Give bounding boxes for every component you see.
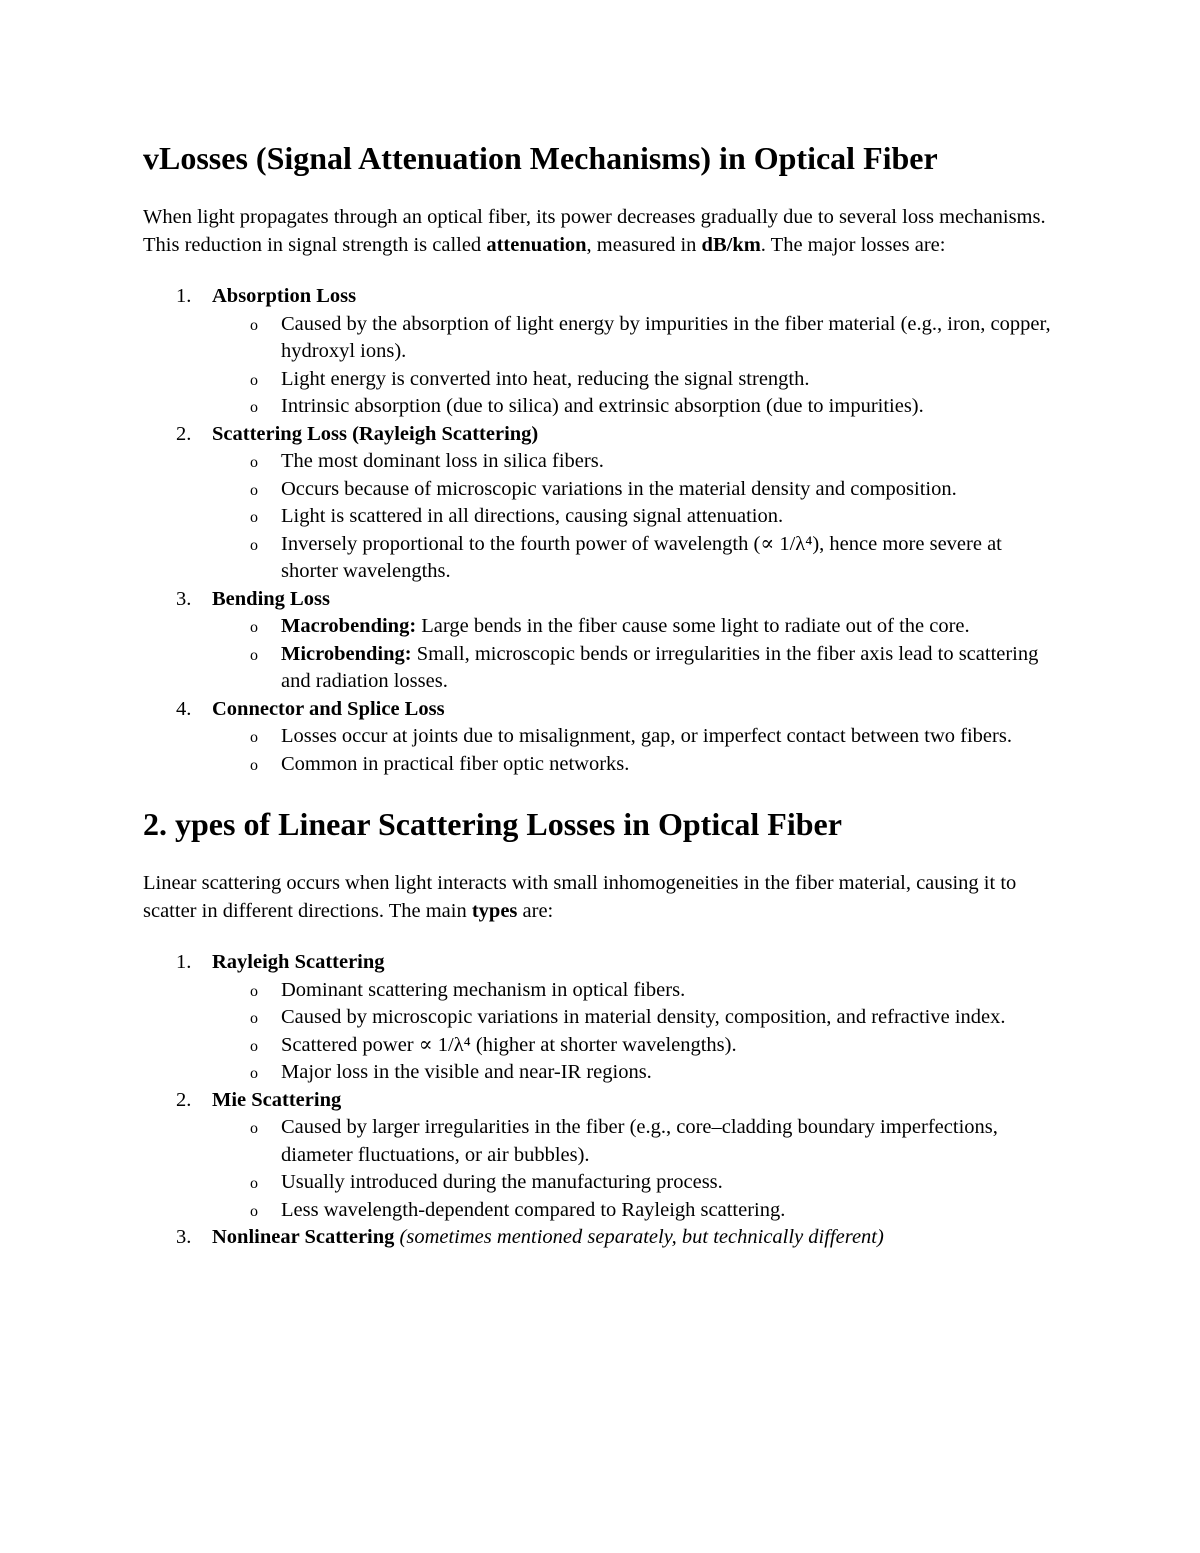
item-title: Nonlinear Scattering (212, 1226, 395, 1248)
item-number: 3. (176, 1226, 192, 1248)
sub-list-item (212, 531, 1063, 586)
item-title: Connector and Splice Loss (212, 697, 445, 720)
sub-list (212, 977, 1063, 1087)
scattering-types-list (143, 949, 1063, 1252)
bullet-icon: o (250, 536, 258, 554)
bullet-text: Less wavelength-dependent compared to Rayleigh scattering. (281, 1198, 786, 1221)
item-number: 2. (176, 422, 192, 445)
item-number: 1. (176, 285, 192, 307)
bullet-icon: o (250, 1065, 258, 1082)
bullet-text: The most dominant loss in silica fibers. (281, 450, 604, 472)
losses-list (143, 283, 1063, 778)
sub-list (212, 311, 1063, 421)
bullet-icon: o (250, 646, 258, 664)
sub-list-item (212, 613, 1063, 641)
list-item (143, 949, 1063, 1087)
sub-list-item (212, 311, 1063, 366)
sub-list-item (212, 641, 1063, 696)
bullet-icon: o (250, 756, 258, 774)
bullet-icon: o (250, 619, 258, 636)
bullet-text: Losses occur at joints due to misalignment, gap, or imperfect contact between two fibers. (281, 725, 1012, 747)
sub-list-item (212, 1032, 1063, 1060)
bullet-icon: o (250, 729, 258, 746)
sub-list-item (212, 503, 1063, 531)
intro-text: . The major losses are: (760, 233, 946, 256)
sub-list-item (212, 1169, 1063, 1197)
bullet-text: Caused by larger irregularities in the fiber (e.g., core–cladding boundary imperfections, diameter fluctuations, or air bubbles). (281, 1116, 998, 1166)
intro-text: are: (517, 899, 554, 922)
intro-bold-term: types (471, 899, 518, 922)
intro-text: When light propagates through an optical fiber, its power decreases gradually due to several loss mechanisms. This reduction in signal strength is called (143, 206, 1046, 256)
bullet-text: Common in practical fiber optic networks. (281, 752, 630, 775)
list-item (143, 283, 1063, 421)
section-2-heading: 2. ypes of Linear Scattering Losses in Optical Fiber (143, 806, 842, 842)
item-title: Bending Loss (212, 587, 330, 610)
sub-list (212, 1114, 1063, 1224)
list-item (143, 421, 1063, 586)
item-number: 4. (176, 697, 192, 720)
sub-list-item (212, 723, 1063, 751)
item-number: 2. (176, 1088, 192, 1111)
list-item (143, 696, 1063, 779)
bullet-text: Light energy is converted into heat, reducing the signal strength. (281, 367, 810, 390)
bullet-icon: o (250, 982, 258, 1000)
bullet-text: Caused by the absorption of light energy by impurities in the fiber material (e.g., iron, copper, hydroxyl ions). (281, 312, 1051, 362)
bullet-icon: o (250, 1037, 258, 1055)
bullet-text: Occurs because of microscopic variations in the material density and composition. (281, 477, 957, 500)
item-title: Scattering Loss (Rayleigh Scattering) (212, 422, 539, 445)
section-1-intro (143, 204, 1063, 259)
intro-bold-term: attenuation (486, 233, 587, 256)
sub-list-item (212, 476, 1063, 504)
bullet-text: Dominant scattering mechanism in optical fibers. (281, 978, 686, 1001)
sub-list-item (212, 751, 1063, 779)
bullet-icon: o (250, 1120, 258, 1137)
sub-list-item (212, 448, 1063, 476)
intro-bold-unit: dB/km (701, 233, 761, 256)
bullet-text: Light is scattered in all directions, causing signal attenuation. (281, 505, 784, 527)
document-body (143, 138, 1063, 1252)
item-number: 1. (176, 951, 192, 973)
item-title: Absorption Loss (212, 285, 357, 307)
bullet-icon: o (250, 481, 258, 499)
bullet-text: Intrinsic absorption (due to silica) and extrinsic absorption (due to impurities). (281, 395, 924, 417)
bullet-icon: o (250, 399, 258, 416)
bullet-icon: o (250, 316, 258, 334)
intro-text: , measured in (586, 233, 702, 256)
sub-list-item (212, 1114, 1063, 1169)
bullet-text: Large bends in the fiber cause some light to radiate out of the core. (416, 615, 970, 637)
list-item (143, 586, 1063, 696)
sub-list (212, 613, 1063, 696)
item-title: Mie Scattering (212, 1088, 342, 1111)
bullet-icon: o (250, 509, 258, 526)
bullet-text: Scattered power ∝ 1/λ⁴ (higher at shorter wavelengths). (281, 1033, 737, 1056)
bullet-text: Usually introduced during the manufacturing process. (281, 1171, 723, 1193)
list-item (143, 1224, 1063, 1252)
sub-list (212, 448, 1063, 586)
sub-list-item (212, 1004, 1063, 1032)
section-2-intro (143, 870, 1063, 925)
bullet-icon: o (250, 454, 258, 471)
sub-list-item (212, 977, 1063, 1005)
intro-text: Linear scattering occurs when light interacts with small inhomogeneities in the fiber material, causing it to scatter in different directions. The main (143, 872, 1017, 922)
bullet-text: Caused by microscopic variations in material density, composition, and refractive index. (281, 1006, 1006, 1028)
bullet-bold-term: Macrobending: (281, 615, 417, 637)
sub-list-item (212, 366, 1063, 394)
sub-list-item (212, 1197, 1063, 1225)
bullet-icon: o (250, 1175, 258, 1192)
bullet-icon: o (250, 1010, 258, 1027)
sub-list (212, 723, 1063, 778)
bullet-text: Major loss in the visible and near-IR regions. (281, 1061, 652, 1083)
bullet-text: Small, microscopic bends or irregularities in the fiber axis lead to scattering and radiation losses. (281, 642, 1039, 692)
bullet-text: Inversely proportional to the fourth power of wavelength (∝ 1/λ⁴), hence more severe at shorter wavelengths. (281, 532, 1002, 582)
item-number: 3. (176, 587, 192, 610)
sub-list-item (212, 393, 1063, 421)
sub-list-item (212, 1059, 1063, 1087)
bullet-bold-term: Microbending: (281, 642, 412, 665)
item-note: (sometimes mentioned separately, but technically different) (394, 1226, 884, 1248)
item-title: Rayleigh Scattering (212, 951, 385, 973)
bullet-icon: o (250, 371, 258, 389)
section-1-heading: vLosses (Signal Attenuation Mechanisms) in Optical Fiber (143, 140, 938, 176)
list-item (143, 1087, 1063, 1225)
bullet-icon: o (250, 1202, 258, 1220)
